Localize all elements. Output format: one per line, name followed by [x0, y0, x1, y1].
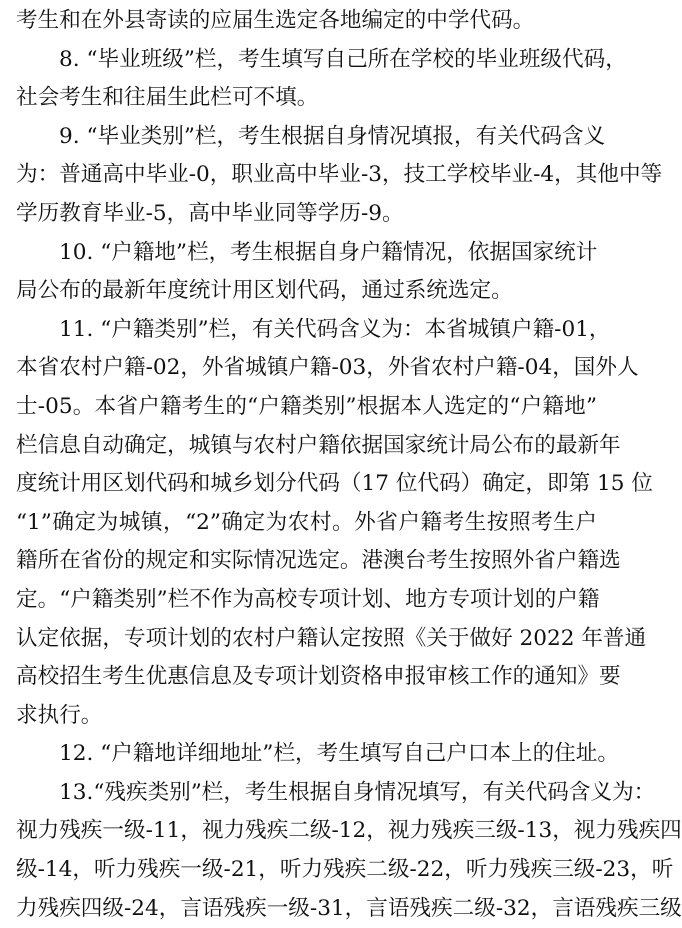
text-line: 本省农村户籍-02，外省城镇户籍-03，外省农村户籍-04，国外人	[16, 355, 639, 381]
text-line: 求执行。	[16, 702, 103, 728]
text-line: 力残疾四级-24，言语残疾一级-31，言语残疾二级-32，言语残疾三级	[16, 895, 682, 921]
text-line: 10. “户籍地”栏，考生根据自身户籍情况，依据国家统计	[59, 239, 598, 265]
text-line: 局公布的最新年度统计用区划代码，通过系统选定。	[16, 278, 513, 304]
text-line: 13.“残疾类别”栏，考生根据自身情况填写，有关代码含义为：	[59, 779, 656, 805]
text-line: 学历教育毕业-5，高中毕业同等学历-9。	[16, 200, 404, 226]
text-line: 级-14，听力残疾一级-21，听力残疾二级-22，听力残疾三级-23，听	[16, 857, 674, 883]
text-line: 视力残疾一级-11，视力残疾二级-12，视力残疾三级-13，视力残疾四	[16, 818, 682, 844]
text-line: 籍所在省份的规定和实际情况选定。港澳台考生按照外省户籍选	[16, 548, 621, 574]
text-line: 8. “毕业班级”栏，考生填写自己所在学校的毕业班级代码，	[59, 46, 627, 72]
text-line: 度统计用区划代码和城乡划分代码（17 位代码）确定，即第 15 位	[16, 471, 653, 497]
text-line: 社会考生和往届生此栏可不填。	[16, 85, 319, 111]
text-line: “1”确定为城镇，“2”确定为农村。外省户籍考生按照考生户	[16, 509, 597, 535]
text-line: 栏信息自动确定，城镇与农村户籍依据国家统计局公布的最新年	[16, 432, 621, 458]
text-line: 11. “户籍类别”栏，有关代码含义为：本省城镇户籍-01，	[59, 316, 611, 342]
text-line: 考生和在外县寄读的应届生选定各地编定的中学代码。	[16, 8, 535, 33]
text-line: 为：普通高中毕业-0，职业高中毕业-3，技工学校毕业-4，其他中等	[16, 162, 663, 188]
text-line: 9. “毕业类别”栏，考生根据自身情况填报，有关代码含义	[59, 123, 606, 149]
text-line: 定。“户籍类别”栏不作为高校专项计划、地方专项计划的户籍	[16, 586, 600, 612]
text-line: 士-05。本省户籍考生的“户籍类别”根据本人选定的“户籍地”	[16, 393, 597, 419]
text-line: 高校招生考生优惠信息及专项计划资格申报审核工作的通知》要	[16, 664, 621, 690]
text-line: 12. “户籍地详细地址”栏，考生填写自己户口本上的住址。	[59, 741, 619, 767]
text-line: 认定依据，专项计划的农村户籍认定按照《关于做好 2022 年普通	[16, 625, 647, 651]
